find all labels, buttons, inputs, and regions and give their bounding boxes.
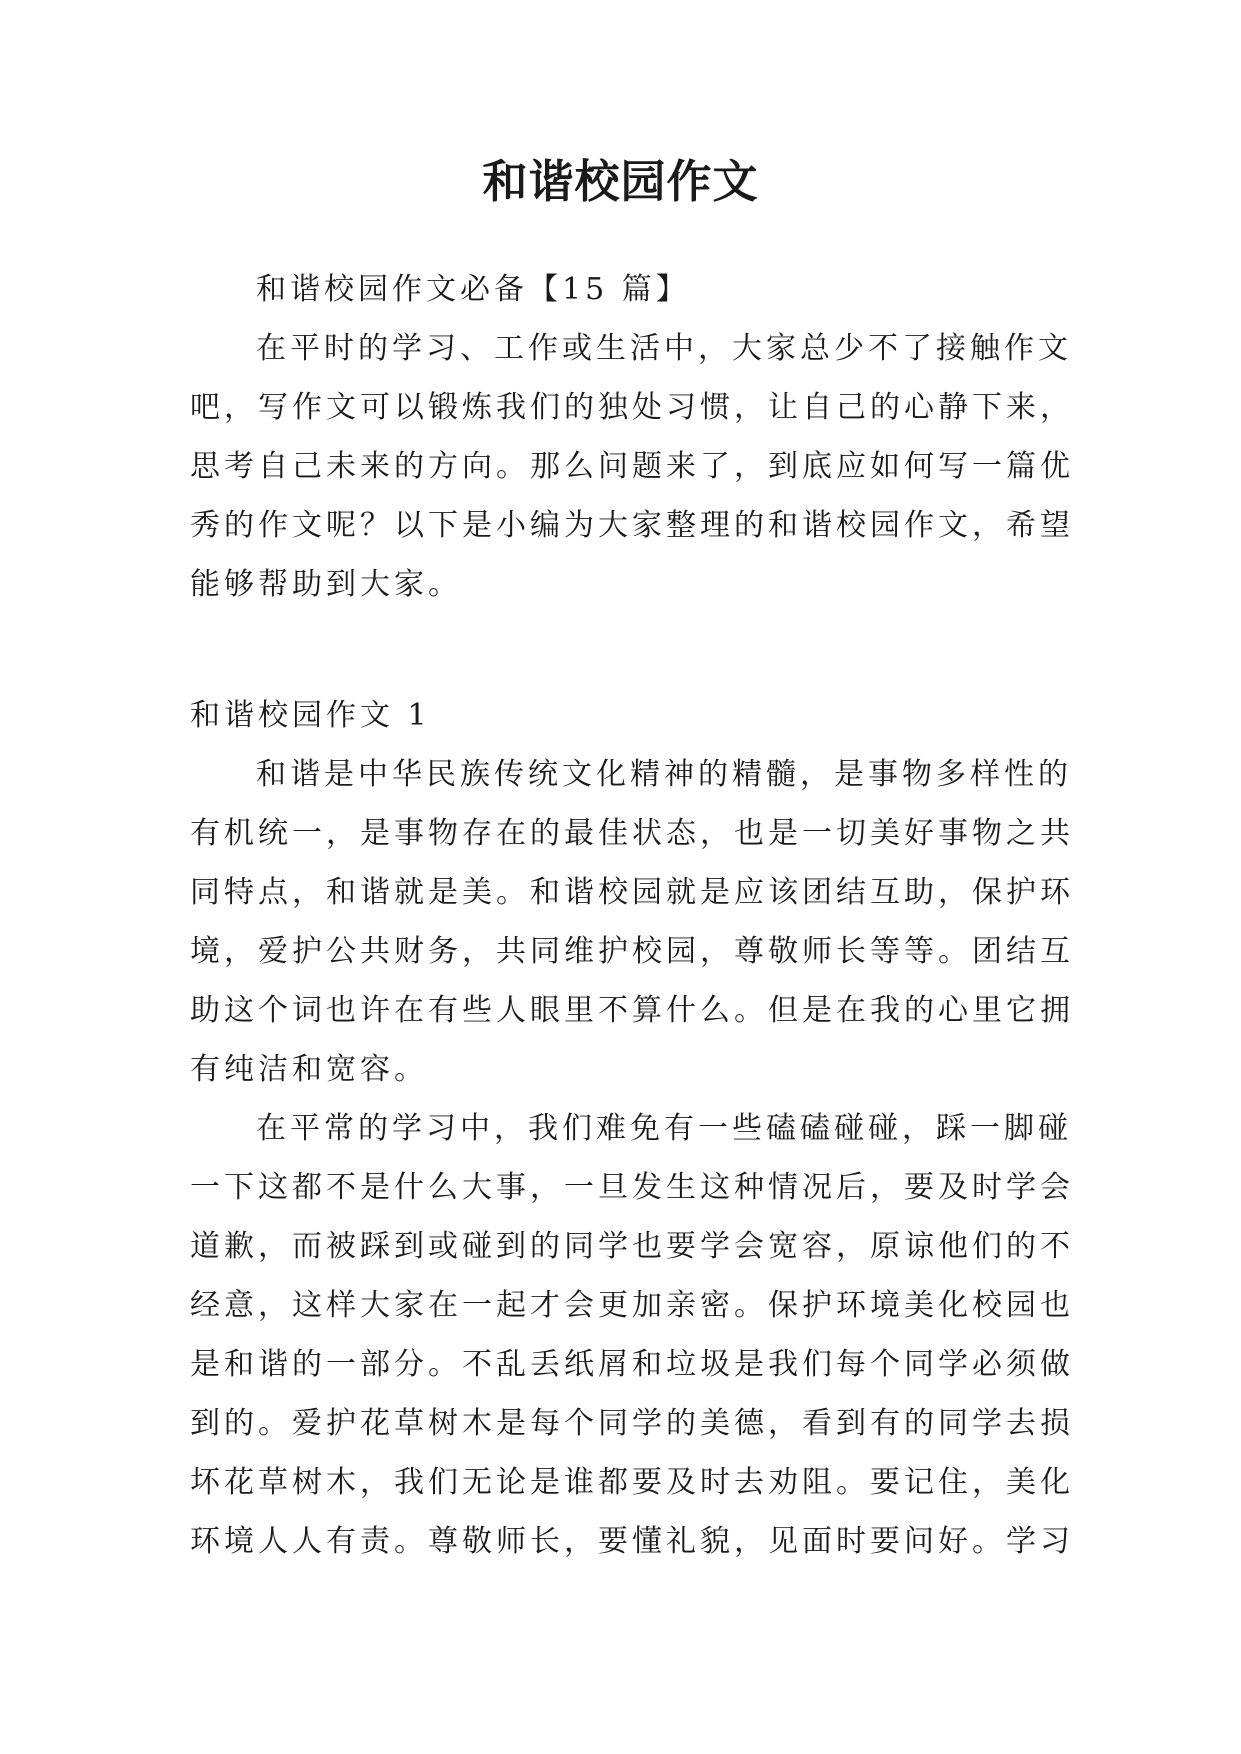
paragraph-line: 到的。爱护花草树木是每个同学的美德，看到有的同学去损: [190, 1406, 1074, 1441]
paragraph-line: 助这个词也许在有些人眼里不算什么。但是在我的心里它拥: [190, 993, 1074, 1028]
paragraph-line: 坏花草树木，我们无论是谁都要及时去劝阻。要记住，美化: [190, 1465, 1074, 1500]
paragraph-line: 一下这都不是什么大事，一旦发生这种情况后，要及时学会: [190, 1170, 1074, 1205]
paragraph-line: 吧，写作文可以锻炼我们的独处习惯，让自己的心静下来，: [190, 390, 1074, 425]
paragraph-line: 经意，这样大家在一起才会更加亲密。保护环境美化校园也: [190, 1288, 1074, 1323]
paragraph-line: 和谐是中华民族传统文化精神的精髓，是事物多样性的: [256, 757, 1072, 792]
paragraph-line: 在平常的学习中，我们难免有一些磕磕碰碰，踩一脚碰: [256, 1111, 1072, 1146]
essay-1-paragraph-1: [190, 745, 1074, 1099]
paragraph-line: 同特点，和谐就是美。和谐校园就是应该团结互助，保护环: [190, 875, 1074, 910]
intro-paragraph: [190, 319, 1074, 614]
paragraph-line: 秀的作文呢？以下是小编为大家整理的和谐校园作文，希望: [190, 508, 1074, 543]
essay-1-section: [190, 686, 1074, 1571]
paragraph-line: 境，爱护公共财务，共同维护校园，尊敬师长等等。团结互: [190, 934, 1074, 969]
paragraph-line: 环境人人有责。尊敬师长，要懂礼貌，见面时要问好。学习: [190, 1524, 1074, 1559]
intro-subtitle: 和谐校园作文必备【15 篇】: [256, 272, 690, 307]
essay-1-paragraph-2: [190, 1099, 1074, 1571]
paragraph-line: 有机统一，是事物存在的最佳状态，也是一切美好事物之共: [190, 816, 1074, 851]
paragraph-line: 在平时的学习、工作或生活中，大家总少不了接触作文: [256, 331, 1072, 366]
paragraph-line: 能够帮助到大家。: [190, 567, 462, 602]
essay-1-heading: 和谐校园作文 1: [190, 698, 431, 733]
paragraph-line: 道歉，而被踩到或碰到的同学也要学会宽容，原谅他们的不: [190, 1229, 1074, 1264]
paragraph-line: 思考自己未来的方向。那么问题来了，到底应如何写一篇优: [190, 449, 1074, 484]
intro-section: [190, 260, 1074, 614]
paragraph-line: 有纯洁和宽容。: [190, 1052, 428, 1087]
document-title: 和谐校园作文: [482, 155, 759, 208]
paragraph-line: 是和谐的一部分。不乱丢纸屑和垃圾是我们每个同学必须做: [190, 1347, 1074, 1382]
